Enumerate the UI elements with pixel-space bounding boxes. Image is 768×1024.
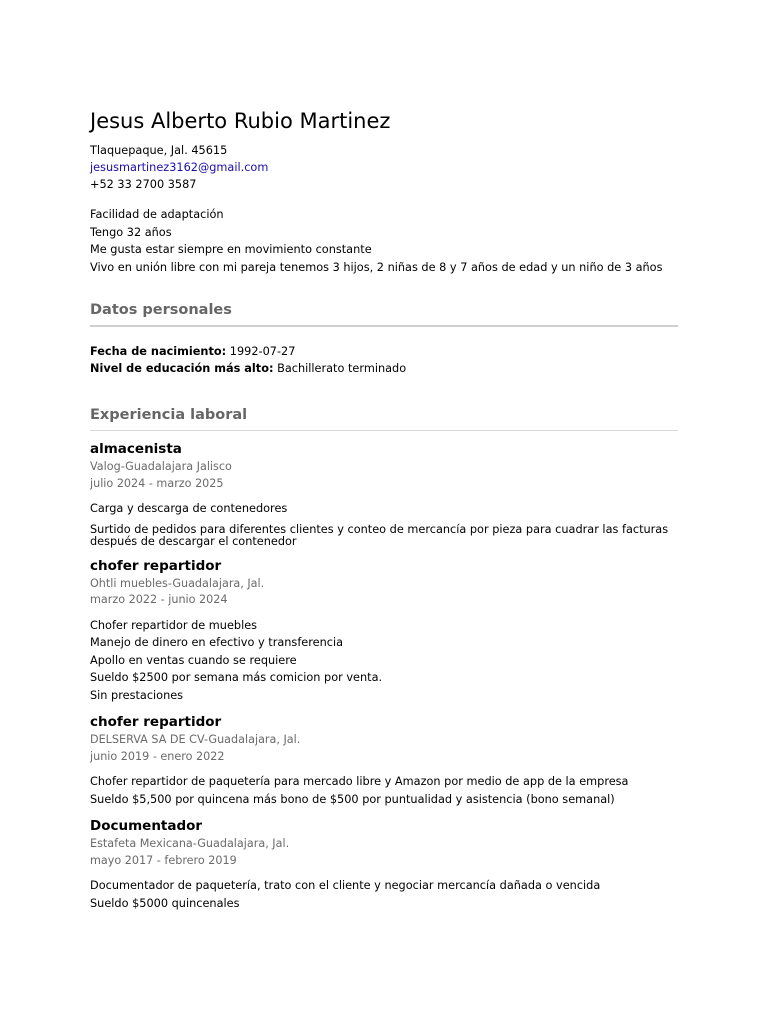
job-desc-line: Chofer repartidor de muebles bbox=[90, 618, 258, 632]
job-desc-line: Sueldo $2500 por semana más comicion por venta. bbox=[90, 671, 383, 684]
job-company-line: Ohtli muebles-Guadalajara, Jal. bbox=[90, 576, 265, 590]
summary-line: Me gusta estar siempre en movimiento constante bbox=[90, 243, 372, 256]
job-dates: marzo 2022 - junio 2024 bbox=[90, 593, 228, 606]
location-text: Tlaquepaque, Jal. 45615 bbox=[90, 144, 228, 157]
personal-data-section bbox=[90, 300, 678, 377]
resume-content bbox=[90, 104, 678, 912]
job-company-line: DELSERVA SA DE CV-Guadalajara, Jal. bbox=[90, 733, 301, 746]
job-dates: mayo 2017 - febrero 2019 bbox=[90, 853, 237, 867]
job-desc-line: Chofer repartidor de paquetería para mercado libre y Amazon por medio de app de la empresa bbox=[90, 775, 629, 788]
job-location: Guadalajara, Jal. bbox=[208, 733, 301, 746]
job-desc-line: Apollo en ventas cuando se requiere bbox=[90, 653, 297, 667]
section-title-experience: Experiencia laboral bbox=[90, 405, 678, 431]
job-desc-line: Carga y descarga de contenedores bbox=[90, 502, 288, 515]
job-description bbox=[90, 877, 678, 912]
birth-date-row bbox=[90, 343, 678, 360]
job-dates: junio 2019 - enero 2022 bbox=[90, 749, 225, 763]
job-title: chofer repartidor bbox=[90, 714, 222, 730]
job-desc-line: Sueldo $5,500 por quincena más bono de $500 por puntualidad y asistencia (bono semanal) bbox=[90, 792, 615, 806]
job-desc-line: Documentador de paquetería, trato con el cliente y negociar mercancía dañada o vencida bbox=[90, 879, 601, 892]
experience-section bbox=[90, 405, 678, 912]
job-desc-line: Surtido de pedidos para diferentes clientes y conteo de mercancía por pieza para cuadrar las facturas después de descargar el contenedor bbox=[90, 522, 669, 548]
job-location: Guadalajara, Jal. bbox=[172, 576, 265, 590]
candidate-name: Jesus Alberto Rubio Martinez bbox=[90, 109, 391, 133]
job-description bbox=[90, 773, 678, 808]
job-location: Guadalajara, Jal. bbox=[197, 837, 290, 850]
job-company-line: Estafeta Mexicana-Guadalajara, Jal. bbox=[90, 837, 290, 850]
birth-date-value: 1992-07-27 bbox=[229, 345, 296, 358]
job-entry bbox=[90, 439, 678, 548]
education-row bbox=[90, 360, 678, 377]
job-description bbox=[90, 500, 678, 548]
job-entry bbox=[90, 556, 678, 705]
personal-data-body bbox=[90, 343, 678, 377]
job-title: chofer repartidor bbox=[90, 557, 222, 574]
job-description bbox=[90, 617, 678, 705]
summary-line: Tengo 32 años bbox=[90, 225, 172, 239]
job-company: Ohtli muebles bbox=[90, 576, 168, 590]
job-desc-line: Sin prestaciones bbox=[90, 688, 184, 702]
job-title: Documentador bbox=[90, 818, 203, 834]
education-label: Nivel de educación más alto: bbox=[90, 362, 274, 375]
job-company: DELSERVA SA DE CV bbox=[90, 733, 204, 746]
job-company: Estafeta Mexicana bbox=[90, 837, 193, 850]
job-desc-line: Sueldo $5000 quincenales bbox=[90, 896, 240, 910]
job-company: Valog bbox=[90, 460, 121, 473]
contact-block bbox=[90, 142, 678, 193]
summary-line: Vivo en unión libre con mi pareja tenemos 3 hijos, 2 niñas de 8 y 7 años de edad y un niño de 3 años bbox=[90, 260, 663, 274]
summary-line: Facilidad de adaptación bbox=[90, 208, 224, 221]
summary-block bbox=[90, 206, 678, 276]
job-company-line: Valog-Guadalajara Jalisco bbox=[90, 460, 232, 473]
phone-text: +52 33 2700 3587 bbox=[90, 178, 197, 191]
section-title-personal: Datos personales bbox=[90, 300, 678, 327]
job-desc-line: Manejo de dinero en efectivo y transferencia bbox=[90, 636, 344, 649]
job-title: almacenista bbox=[90, 441, 182, 457]
email-link[interactable]: jesusmartinez3162@gmail.com bbox=[90, 161, 269, 174]
birth-date-label: Fecha de nacimiento: bbox=[90, 345, 227, 358]
job-dates: julio 2024 - marzo 2025 bbox=[90, 476, 224, 490]
job-entry bbox=[90, 816, 678, 912]
job-location: Guadalajara Jalisco bbox=[125, 460, 232, 473]
job-entry bbox=[90, 712, 678, 808]
education-value: Bachillerato terminado bbox=[277, 362, 407, 375]
